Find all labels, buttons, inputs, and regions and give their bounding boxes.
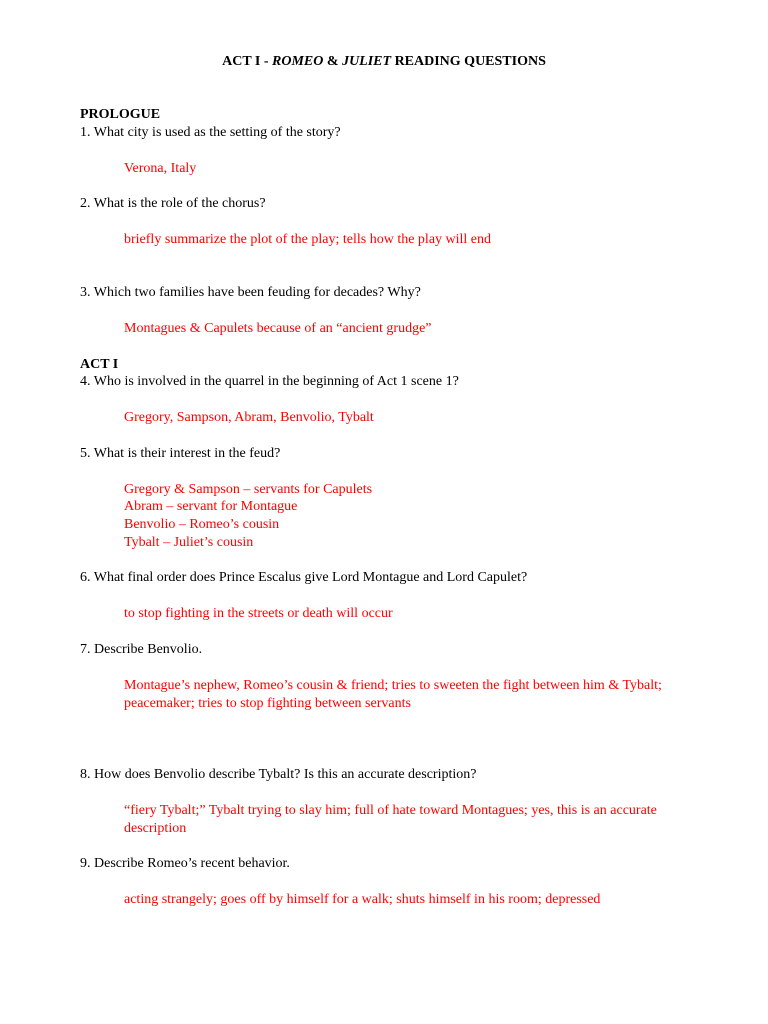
answer-5-line-3: Benvolio – Romeo’s cousin (124, 517, 280, 532)
question-6: 6. What final order does Prince Escalus give Lord Montague and Lord Capulet? (80, 570, 528, 585)
title-juliet: JULIET (342, 54, 392, 69)
answer-6: to stop fighting in the streets or death will occur (124, 606, 393, 621)
title-romeo: ROMEO (272, 54, 324, 69)
section-heading-act-1: ACT I (80, 357, 119, 372)
question-9: 9. Describe Romeo’s recent behavior. (80, 856, 290, 871)
section-heading-prologue: PROLOGUE (80, 107, 161, 122)
document-title (0, 53, 768, 71)
answer-3: Montagues & Capulets because of an “ancient grudge” (124, 321, 432, 336)
question-5: 5. What is their interest in the feud? (80, 446, 281, 461)
question-4: 4. Who is involved in the quarrel in the beginning of Act 1 scene 1? (80, 374, 459, 389)
answer-4: Gregory, Sampson, Abram, Benvolio, Tybalt (124, 410, 374, 425)
answer-8: “fiery Tybalt;” Tybalt trying to slay him; full of hate toward Montagues; yes, this is an accurate description (124, 803, 657, 836)
question-3: 3. Which two families have been feuding for decades? Why? (80, 285, 421, 300)
question-1: 1. What city is used as the setting of the story? (80, 125, 341, 140)
answer-5-line-4: Tybalt – Juliet’s cousin (124, 535, 254, 550)
answer-5-line-2: Abram – servant for Montague (124, 499, 298, 514)
question-7: 7. Describe Benvolio. (80, 642, 203, 657)
title-reading-questions: READING QUESTIONS (391, 54, 546, 69)
question-8: 8. How does Benvolio describe Tybalt? Is this an accurate description? (80, 767, 477, 782)
answer-9: acting strangely; goes off by himself for a walk; shuts himself in his room; depressed (124, 892, 601, 907)
question-2: 2. What is the role of the chorus? (80, 196, 266, 211)
answer-2: briefly summarize the plot of the play; tells how the play will end (124, 232, 492, 247)
title-ampersand: & (323, 54, 343, 69)
answer-1: Verona, Italy (124, 161, 197, 176)
answer-5-line-1: Gregory & Sampson – servants for Capulets (124, 482, 373, 497)
answer-7: Montague’s nephew, Romeo’s cousin & friend; tries to sweeten the fight between him & Tybalt; peacemaker; tries to stop fighting between servants (124, 678, 662, 711)
title-text: ACT I - (222, 54, 273, 69)
